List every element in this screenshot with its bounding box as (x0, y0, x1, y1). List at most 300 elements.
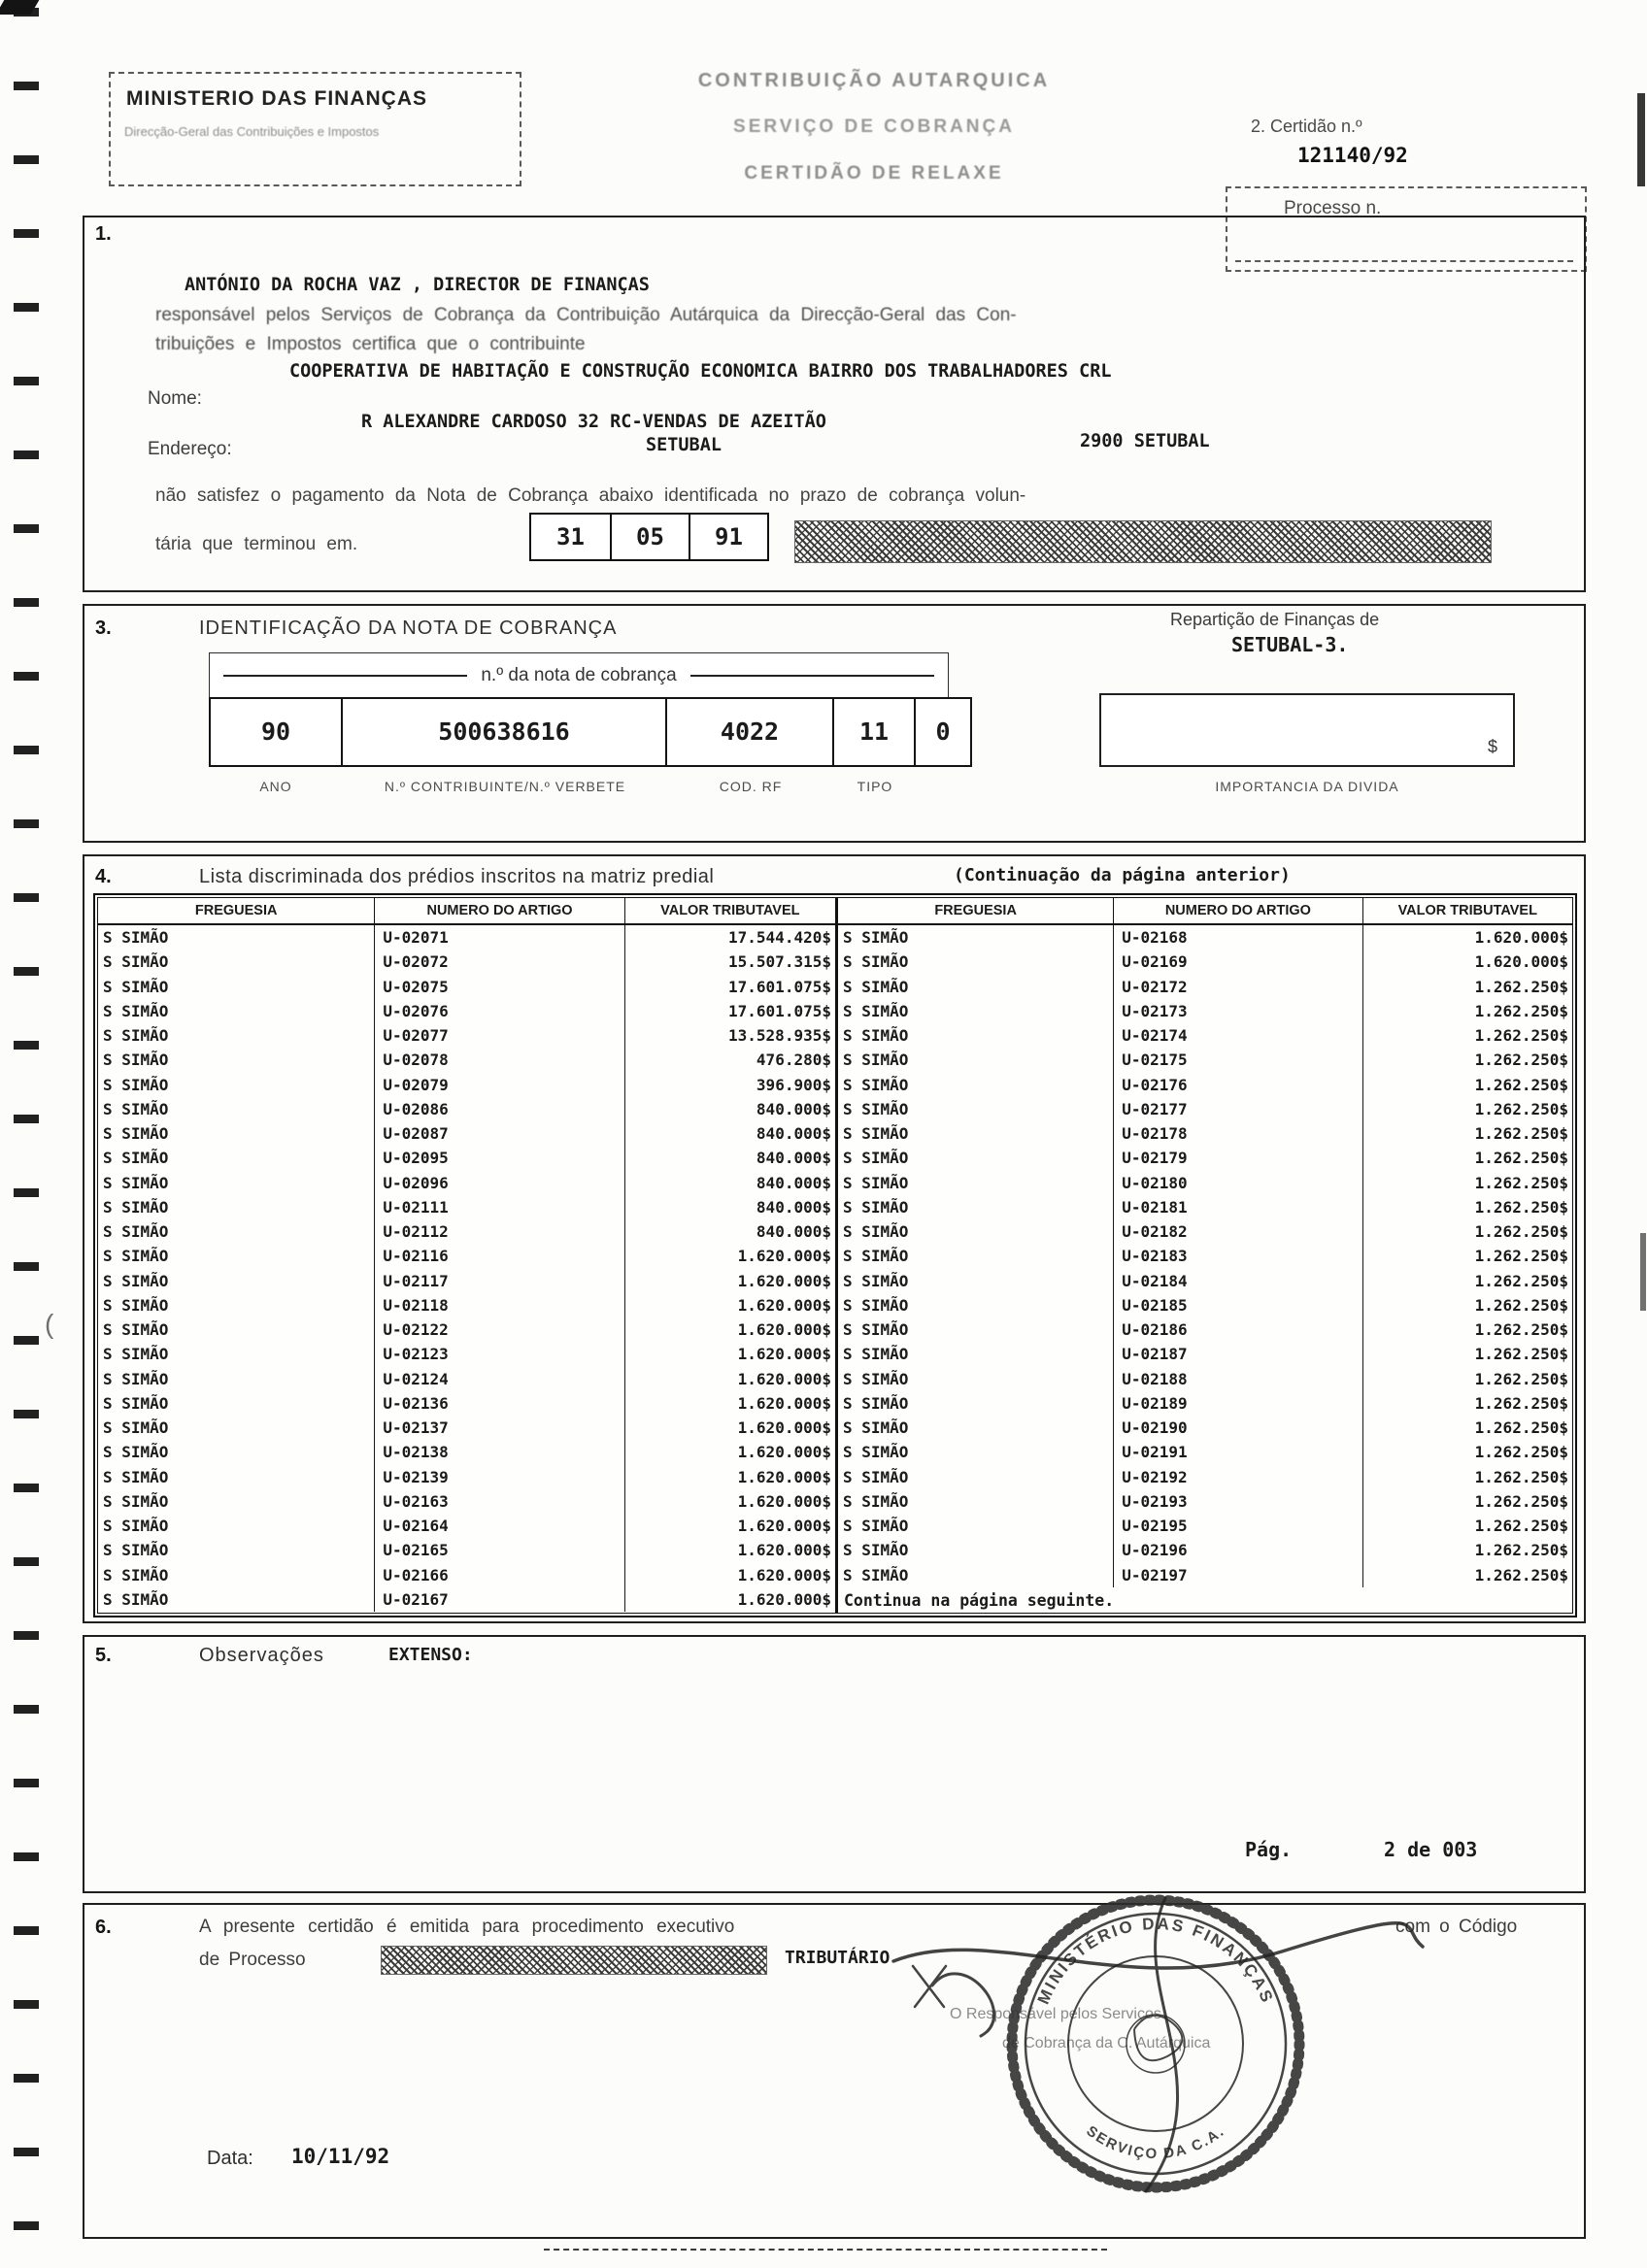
section4-number: 4. (95, 866, 112, 887)
table-row (838, 1048, 1572, 1072)
nota-extra: 0 (916, 697, 972, 767)
cell-valor: 1.620.000$ (737, 1517, 831, 1535)
nota-label-box (209, 652, 949, 697)
cell-artigo: U-02172 (1114, 975, 1362, 999)
cell-artigo: U-02182 (1114, 1219, 1362, 1244)
cell-valor: 1.262.250$ (1474, 1026, 1568, 1045)
cell-freguesia: S SIMÃO (98, 1121, 375, 1146)
cell-valor: 1.262.250$ (1474, 1443, 1568, 1462)
cell-artigo: U-02184 (1114, 1269, 1362, 1293)
table-row (838, 1269, 1572, 1293)
page-label: Pág. (1245, 1838, 1293, 1861)
section5-number: 5. (95, 1645, 112, 1666)
body-line3: não satisfez o pagamento da Nota de Cobrança abaixo identificada no prazo de cobrança volun- (155, 485, 1026, 506)
date-label: Data: (207, 2148, 253, 2169)
label-cod-rf: COD. RF (719, 779, 783, 794)
section5-frame (83, 1635, 1586, 1893)
table-row (98, 1317, 835, 1342)
cell-artigo: U-02177 (1114, 1097, 1362, 1121)
cell-artigo: U-02193 (1114, 1489, 1362, 1514)
cell-freguesia: S SIMÃO (98, 1465, 375, 1489)
table-row (838, 1195, 1572, 1219)
table-row (838, 1391, 1572, 1416)
cell-artigo: U-02111 (375, 1195, 624, 1219)
cell-freguesia: S SIMÃO (98, 1073, 375, 1097)
cell-artigo: U-02079 (375, 1073, 624, 1097)
cell-artigo: U-02096 (375, 1171, 624, 1195)
cell-freguesia: S SIMÃO (98, 1489, 375, 1514)
label-ano: ANO (259, 779, 292, 794)
cell-freguesia: S SIMÃO (98, 1391, 375, 1416)
table-row (98, 999, 835, 1023)
table-row (98, 975, 835, 999)
cell-artigo: U-02071 (375, 925, 624, 950)
cell-valor: 1.620.000$ (737, 1491, 831, 1511)
cell-artigo: U-02137 (375, 1416, 624, 1440)
property-table-left (98, 898, 835, 1613)
cell-freguesia: S SIMÃO (838, 1416, 1114, 1440)
cell-freguesia: S SIMÃO (98, 975, 375, 999)
ministry-subtitle: Direcção-Geral das Contribuições e Impostos (124, 124, 380, 139)
table-row (838, 1073, 1572, 1097)
table-row (98, 1048, 835, 1072)
cell-valor: 1.262.250$ (1474, 977, 1568, 996)
cell-artigo: U-02192 (1114, 1465, 1362, 1489)
cell-artigo: U-02122 (375, 1317, 624, 1342)
table-row (838, 1367, 1572, 1391)
cell-freguesia: S SIMÃO (98, 950, 375, 974)
cell-artigo: U-02095 (375, 1146, 624, 1170)
cell-artigo: U-02164 (375, 1514, 624, 1538)
cell-valor: 1.262.250$ (1474, 1565, 1568, 1584)
cell-valor: 1.262.250$ (1474, 1051, 1568, 1070)
cell-valor: 1.620.000$ (737, 1320, 831, 1339)
cell-valor: 1.620.000$ (737, 1443, 831, 1462)
table-row (98, 1293, 835, 1317)
cell-artigo: U-02077 (375, 1023, 624, 1048)
cell-artigo: U-02168 (1114, 925, 1362, 950)
header-freguesia: FREGUESIA (98, 898, 375, 923)
table-row (838, 1440, 1572, 1464)
cell-freguesia: S SIMÃO (98, 1244, 375, 1268)
table-row (98, 1416, 835, 1440)
table-row (838, 1023, 1572, 1048)
header-valor: VALOR TRIBUTAVEL (1397, 903, 1537, 918)
table-row (838, 1342, 1572, 1366)
table-row (98, 1587, 835, 1612)
cell-freguesia: S SIMÃO (838, 1244, 1114, 1268)
cell-valor: 1.262.250$ (1474, 1517, 1568, 1535)
cell-freguesia: S SIMÃO (98, 1097, 375, 1121)
cell-valor: 476.280$ (756, 1051, 831, 1070)
cell-valor: 1.262.250$ (1474, 1173, 1568, 1192)
cell-freguesia: S SIMÃO (98, 1269, 375, 1293)
body-line2: tribuições e Impostos certifica que o contribuinte (155, 334, 586, 354)
cell-artigo: U-02118 (375, 1293, 624, 1317)
cell-freguesia: S SIMÃO (838, 925, 1114, 950)
cell-artigo: U-02196 (1114, 1538, 1362, 1562)
table-row (98, 925, 835, 950)
table-row (838, 1097, 1572, 1121)
cell-artigo: U-02195 (1114, 1514, 1362, 1538)
cell-valor: 840.000$ (756, 1197, 831, 1217)
property-table (93, 893, 1577, 1618)
cell-artigo: U-02086 (375, 1097, 624, 1121)
table-row (838, 1465, 1572, 1489)
deadline-month: 05 (610, 515, 689, 559)
cell-freguesia: S SIMÃO (838, 1342, 1114, 1366)
nota-ano: 90 (209, 697, 343, 767)
cell-artigo: U-02185 (1114, 1293, 1362, 1317)
table-row (838, 1293, 1572, 1317)
header-freguesia: FREGUESIA (838, 898, 1114, 923)
cell-valor: 13.528.935$ (728, 1026, 831, 1045)
cell-freguesia: S SIMÃO (838, 1489, 1114, 1514)
cell-freguesia: S SIMÃO (838, 950, 1114, 974)
cell-artigo: U-02178 (1114, 1121, 1362, 1146)
cell-freguesia: S SIMÃO (98, 925, 375, 950)
table-row (838, 975, 1572, 999)
cell-artigo: U-02117 (375, 1269, 624, 1293)
doc-title-line2: SERVIÇO DE COBRANÇA (733, 117, 1015, 137)
endereco-label: Endereço: (148, 439, 232, 459)
cell-valor: 1.620.000$ (737, 1271, 831, 1290)
nota-table (209, 697, 972, 767)
cell-valor: 1.620.000$ (737, 1295, 831, 1315)
certidao-number-label: 2. Certidão n.º (1251, 117, 1362, 136)
table-row (838, 1489, 1572, 1514)
cell-freguesia: S SIMÃO (98, 1367, 375, 1391)
cell-freguesia: S SIMÃO (98, 1293, 375, 1317)
cell-valor: 1.620.000$ (1474, 928, 1568, 947)
cell-freguesia: S SIMÃO (98, 1587, 375, 1612)
cell-valor: 1.620.000$ (1474, 952, 1568, 972)
label-contribuinte: N.º CONTRIBUINTE/N.º VERBETE (384, 779, 626, 794)
table-row (98, 1073, 835, 1097)
section4-title: Lista discriminada dos prédios inscritos na matriz predial (199, 866, 715, 887)
cell-freguesia: S SIMÃO (98, 1023, 375, 1048)
cell-valor: 1.262.250$ (1474, 1541, 1568, 1560)
table-row (98, 1171, 835, 1195)
cell-freguesia: S SIMÃO (98, 1146, 375, 1170)
section3-number: 3. (95, 617, 112, 639)
cell-valor: 1.620.000$ (737, 1247, 831, 1266)
cell-freguesia: S SIMÃO (838, 1048, 1114, 1072)
table-row (98, 1440, 835, 1464)
cell-valor: 1.262.250$ (1474, 1099, 1568, 1118)
processo-label: Processo n. (1284, 198, 1382, 218)
table-row (98, 1269, 835, 1293)
cell-freguesia: S SIMÃO (838, 1440, 1114, 1464)
cell-freguesia: S SIMÃO (98, 1514, 375, 1538)
contributor-city: SETUBAL (646, 435, 722, 455)
stamp-bottom-text: SERVIÇO DA C.A. (1083, 2122, 1228, 2163)
cell-freguesia: S SIMÃO (98, 1048, 375, 1072)
cell-valor: 1.262.250$ (1474, 1320, 1568, 1339)
table-row (838, 1121, 1572, 1146)
cell-freguesia: S SIMÃO (838, 999, 1114, 1023)
header-artigo: NUMERO DO ARTIGO (1114, 898, 1362, 923)
table-continuation-note: Continua na página seguinte. (844, 1590, 1115, 1610)
cell-valor: 840.000$ (756, 1149, 831, 1168)
cell-freguesia: S SIMÃO (98, 1317, 375, 1342)
cell-valor: 1.262.250$ (1474, 1345, 1568, 1364)
cell-freguesia: S SIMÃO (838, 1563, 1114, 1587)
importancia-label: IMPORTANCIA DA DIVIDA (1215, 779, 1399, 794)
nome-label: Nome: (148, 388, 202, 409)
cell-freguesia: S SIMÃO (838, 1073, 1114, 1097)
cell-artigo: U-02189 (1114, 1391, 1362, 1416)
cell-valor: 840.000$ (756, 1222, 831, 1241)
section3-title: IDENTIFICAÇÃO DA NOTA DE COBRANÇA (199, 617, 618, 639)
doc-title-line3: CERTIDÃO DE RELAXE (744, 163, 1004, 183)
scan-artifact-right-edge (1637, 93, 1645, 186)
scan-artifact-paren: ( (45, 1309, 54, 1339)
table-row (98, 1489, 835, 1514)
cell-freguesia: S SIMÃO (838, 1171, 1114, 1195)
cell-artigo: U-02112 (375, 1219, 624, 1244)
table-body-left (98, 925, 835, 1613)
cell-freguesia: S SIMÃO (838, 1367, 1114, 1391)
cell-artigo: U-02176 (1114, 1073, 1362, 1097)
cell-valor: 17.544.420$ (728, 928, 831, 947)
cell-artigo: U-02167 (375, 1587, 624, 1612)
director-name: ANTÓNIO DA ROCHA VAZ , DIRECTOR DE FINANÇAS (185, 275, 650, 295)
section6-line2-pre: de Processo (199, 1950, 306, 1970)
cell-freguesia: S SIMÃO (838, 1121, 1114, 1146)
cell-artigo: U-02075 (375, 975, 624, 999)
deadline-day: 31 (556, 523, 585, 550)
section6-number: 6. (95, 1917, 112, 1938)
tributario-label: TRIBUTÁRIO (785, 1948, 891, 1968)
cell-artigo: U-02166 (375, 1563, 624, 1587)
table-row (838, 1514, 1572, 1538)
table-row (98, 1391, 835, 1416)
cell-valor: 1.620.000$ (737, 1467, 831, 1486)
page-value: 2 de 003 (1384, 1838, 1478, 1861)
cell-valor: 1.620.000$ (737, 1345, 831, 1364)
cell-artigo: U-02180 (1114, 1171, 1362, 1195)
table-row (98, 1538, 835, 1562)
cell-freguesia: S SIMÃO (838, 1269, 1114, 1293)
table-row (838, 1219, 1572, 1244)
cell-artigo: U-02175 (1114, 1048, 1362, 1072)
table-row (98, 1563, 835, 1587)
certidao-number-value: 121140/92 (1297, 144, 1408, 167)
cell-valor: 1.262.250$ (1474, 1295, 1568, 1315)
cell-freguesia: S SIMÃO (98, 1342, 375, 1366)
table-row (838, 1146, 1572, 1170)
table-row (838, 999, 1572, 1023)
table-row (838, 1416, 1572, 1440)
cell-valor: 1.262.250$ (1474, 1149, 1568, 1168)
reparticao-value: SETUBAL-3. (1231, 633, 1349, 656)
scan-artifact-right-edge-2 (1640, 1233, 1646, 1311)
cell-freguesia: S SIMÃO (838, 1219, 1114, 1244)
cell-freguesia: S SIMÃO (838, 975, 1114, 999)
cell-freguesia: S SIMÃO (838, 1146, 1114, 1170)
cell-valor: 396.900$ (756, 1075, 831, 1094)
stamp-top-text: MINISTÉRIO DAS FINANÇAS (1033, 1914, 1278, 2008)
cell-artigo: U-02163 (375, 1489, 624, 1514)
cell-valor: 1.620.000$ (737, 1369, 831, 1388)
cell-artigo: U-02191 (1114, 1440, 1362, 1464)
cell-freguesia: S SIMÃO (838, 1391, 1114, 1416)
cell-freguesia: S SIMÃO (98, 999, 375, 1023)
table-row (98, 1367, 835, 1391)
cell-artigo: U-02116 (375, 1244, 624, 1268)
table-row (98, 1023, 835, 1048)
cell-valor: 1.262.250$ (1474, 1197, 1568, 1217)
nota-label-line-right (690, 675, 934, 677)
stamp-inner-ring (1068, 1956, 1243, 2131)
cell-freguesia: S SIMÃO (838, 1195, 1114, 1219)
deadline-year: 91 (689, 515, 767, 559)
cell-valor: 1.620.000$ (737, 1418, 831, 1437)
table-row (838, 950, 1572, 974)
cell-artigo: U-02188 (1114, 1367, 1362, 1391)
cell-freguesia: S SIMÃO (838, 1317, 1114, 1342)
cell-valor: 1.262.250$ (1474, 1418, 1568, 1437)
cell-artigo: U-02173 (1114, 999, 1362, 1023)
table-header-left (98, 898, 835, 925)
cell-valor: 1.620.000$ (737, 1565, 831, 1584)
cell-artigo: U-02187 (1114, 1342, 1362, 1366)
cell-artigo: U-02190 (1114, 1416, 1362, 1440)
extenso-label: EXTENSO: (388, 1645, 473, 1665)
cell-valor: 1.262.250$ (1474, 1222, 1568, 1241)
table-row (838, 1244, 1572, 1268)
body-line4: tária que terminou em. (155, 534, 358, 554)
cell-freguesia: S SIMÃO (838, 1514, 1114, 1538)
cell-valor: 1.262.250$ (1474, 1369, 1568, 1388)
ministry-box (109, 72, 521, 186)
table-row (98, 1514, 835, 1538)
cell-valor: 17.601.075$ (728, 1001, 831, 1020)
label-tipo: TIPO (857, 779, 893, 794)
binder-hole-marks (14, 8, 39, 2231)
cell-valor: 1.262.250$ (1474, 1247, 1568, 1266)
cell-valor: 1.262.250$ (1474, 1075, 1568, 1094)
currency-sign: $ (1487, 737, 1497, 756)
cell-freguesia: S SIMÃO (838, 1538, 1114, 1562)
cell-valor: 1.262.250$ (1474, 1124, 1568, 1143)
cell-freguesia: S SIMÃO (838, 1023, 1114, 1048)
cell-freguesia: S SIMÃO (838, 1293, 1114, 1317)
property-table-inner (97, 897, 1573, 1614)
table-row (98, 1465, 835, 1489)
reparticao-label: Repartição de Finanças de (1170, 610, 1380, 629)
table-body-right (838, 925, 1572, 1588)
table-row (98, 1219, 835, 1244)
bottom-dashed-line (544, 2249, 1107, 2251)
section6-line1-right: com o Código (1395, 1917, 1518, 1937)
cell-artigo: U-02076 (375, 999, 624, 1023)
cell-freguesia: S SIMÃO (98, 1195, 375, 1219)
section5-title: Observações (199, 1645, 324, 1666)
table-row (838, 925, 1572, 950)
cell-valor: 1.262.250$ (1474, 1393, 1568, 1413)
table-row (838, 1171, 1572, 1195)
ministry-name: MINISTERIO DAS FINANÇAS (126, 87, 428, 110)
contributor-address: R ALEXANDRE CARDOSO 32 RC-VENDAS DE AZEITÃO (361, 412, 826, 432)
official-stamp (874, 1869, 1437, 2228)
cell-artigo: U-02179 (1114, 1146, 1362, 1170)
section1-number: 1. (95, 223, 112, 245)
cell-freguesia: S SIMÃO (838, 1097, 1114, 1121)
cell-valor: 1.620.000$ (737, 1541, 831, 1560)
cell-freguesia: S SIMÃO (98, 1219, 375, 1244)
cell-valor: 840.000$ (756, 1124, 831, 1143)
cell-artigo: U-02138 (375, 1440, 624, 1464)
redacted-strip (794, 520, 1492, 563)
nota-label-line-left (223, 675, 467, 677)
header-artigo: NUMERO DO ARTIGO (375, 898, 624, 923)
table-row (838, 1563, 1572, 1587)
table-row (98, 1097, 835, 1121)
contributor-postal: 2900 SETUBAL (1080, 431, 1210, 451)
cell-artigo: U-02181 (1114, 1195, 1362, 1219)
table-row (98, 1195, 835, 1219)
cell-artigo: U-02186 (1114, 1317, 1362, 1342)
responsavel-line1: O Responsável pelos Serviços (950, 2006, 1161, 2022)
svg-text:SERVIÇO DA C.A. (1083, 2122, 1227, 2162)
cell-artigo: U-02078 (375, 1048, 624, 1072)
cell-artigo: U-02139 (375, 1465, 624, 1489)
cell-valor: 15.507.315$ (728, 952, 831, 972)
nota-number-label: n.º da nota de cobrança (481, 664, 677, 685)
cell-freguesia: S SIMÃO (98, 1538, 375, 1562)
table-header-right (838, 898, 1572, 925)
cell-artigo: U-02124 (375, 1367, 624, 1391)
table-row (98, 1121, 835, 1146)
header-valor: VALOR TRIBUTAVEL (660, 903, 800, 918)
cell-valor: 1.620.000$ (737, 1589, 831, 1609)
section4-continuation: (Continuação da página anterior) (954, 865, 1291, 885)
nota-tipo: 11 (834, 697, 916, 767)
table-row (98, 1342, 835, 1366)
cell-artigo: U-02169 (1114, 950, 1362, 974)
importancia-box (1099, 693, 1515, 767)
contributor-name: COOPERATIVA DE HABITAÇÃO E CONSTRUÇÃO ECONOMICA BAIRRO DOS TRABALHADORES CRL (289, 361, 1112, 382)
cell-valor: 1.620.000$ (737, 1393, 831, 1413)
table-row (838, 1538, 1572, 1562)
doc-title-line1: CONTRIBUIÇÃO AUTARQUICA (697, 70, 1051, 91)
table-row (98, 1146, 835, 1170)
cell-artigo: U-02174 (1114, 1023, 1362, 1048)
property-table-right (835, 898, 1572, 1613)
cell-valor: 1.262.250$ (1474, 1271, 1568, 1290)
responsavel-line2: de Cobrança da C. Autárquica (1002, 2035, 1211, 2051)
deadline-date-box (529, 513, 769, 561)
section6-line1-left: A presente certidão é emitida para procedimento executivo (199, 1917, 735, 1937)
nota-contribuinte: 500638616 (343, 697, 667, 767)
date-value: 10/11/92 (291, 2145, 390, 2168)
cell-artigo: U-02183 (1114, 1244, 1362, 1268)
cell-artigo: U-02087 (375, 1121, 624, 1146)
nota-cod-rf: 4022 (667, 697, 834, 767)
cell-freguesia: S SIMÃO (98, 1563, 375, 1587)
cell-valor: 1.262.250$ (1474, 1491, 1568, 1511)
cell-artigo: U-02197 (1114, 1563, 1362, 1587)
cell-freguesia: S SIMÃO (838, 1465, 1114, 1489)
cell-artigo: U-02165 (375, 1538, 624, 1562)
cell-valor: 1.262.250$ (1474, 1001, 1568, 1020)
cell-valor: 1.262.250$ (1474, 1467, 1568, 1486)
table-row (838, 1317, 1572, 1342)
cell-freguesia: S SIMÃO (98, 1440, 375, 1464)
cell-artigo: U-02123 (375, 1342, 624, 1366)
